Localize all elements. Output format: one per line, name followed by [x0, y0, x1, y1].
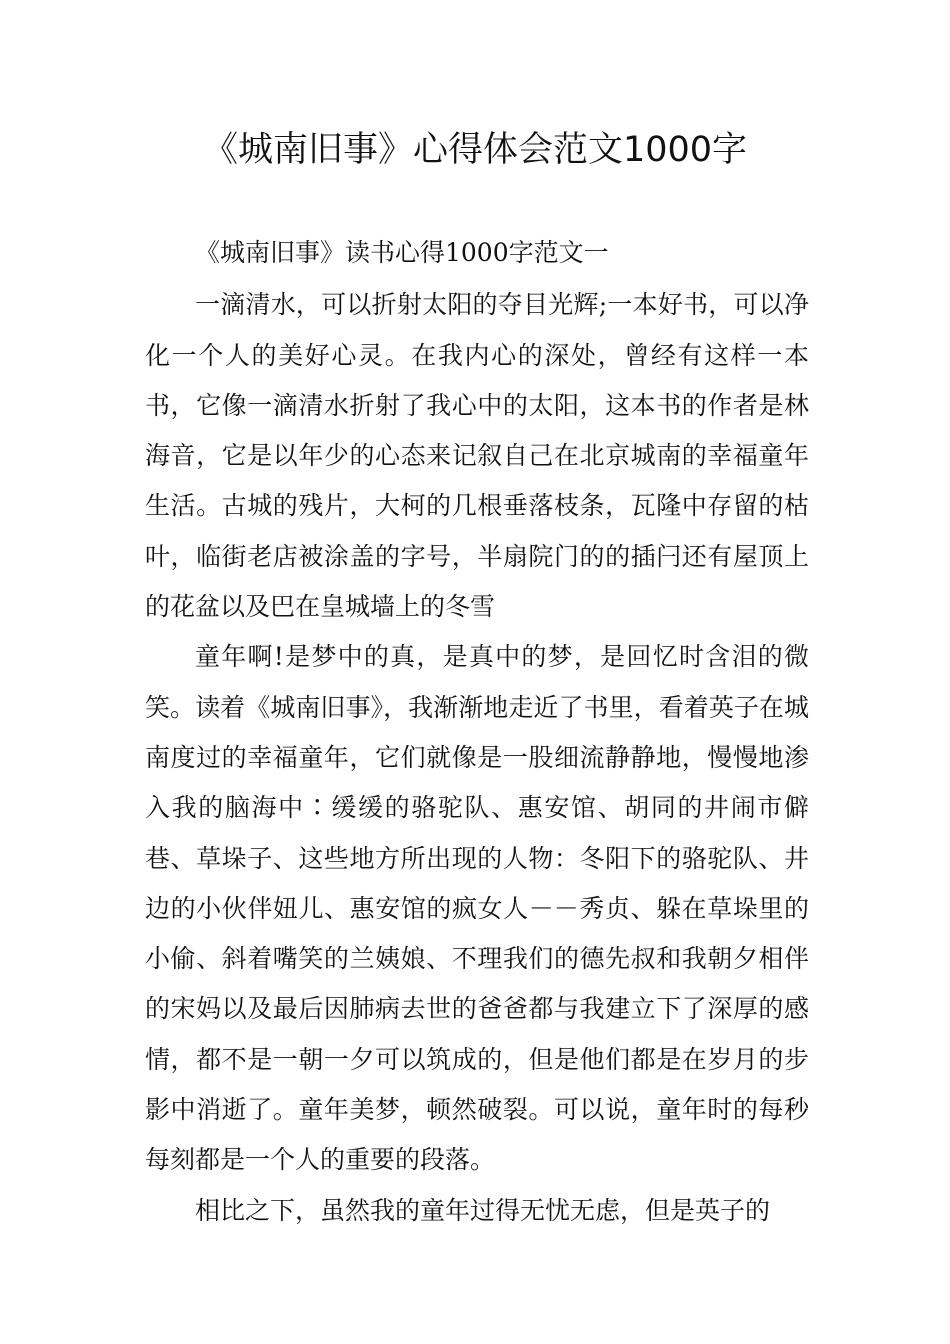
paragraph-1: 一滴清水，可以折射太阳的夺目光辉;一本好书，可以净化一个人的美好心灵。在我内心的深处，曾经有这样一本书，它像一滴清水折射了我心中的太阳，这本书的作者是林海音，它是以年少的心态来记叙自己在北京城南的幸福童年生活。古城的残片，大柯的几根垂落枝条，瓦隆中存留的枯叶，临街老店被涂盖的字号，半扇院门的的插闩还有屋顶上的花盆以及巴在皇城墙上的冬雪 — [145, 290, 809, 622]
document-title: 《城南旧事》心得体会范文1000字 — [202, 130, 748, 170]
document-body — [145, 228, 809, 1236]
section-subheading: 《城南旧事》读书心得1000字范文一 — [195, 238, 609, 267]
paragraph-3: 相比之下，虽然我的童年过得无忧无虑，但是英子的 — [195, 1195, 771, 1225]
paragraph-2: 童年啊!是梦中的真，是真中的梦，是回忆时含泪的微笑。读着《城南旧事》，我渐渐地走近了书里，看着英子在城南度过的幸福童年，它们就像是一股细流静静地，慢慢地渗入我的脑海中∶缓缓的骆驼队、惠安馆、胡同的井闹市僻巷、草垛子、这些地方所出现的人物：冬阳下的骆驼队、井边的小伙伴妞儿、惠安馆的疯女人－－秀贞、躲在草垛里的小偷、斜着嘴笑的兰姨娘、不理我们的德先叔和我朝夕相伴的宋妈以及最后因肺病去世的爸爸都与我建立下了深厚的感情，都不是一朝一夕可以筑成的，但是他们都是在岁月的步影中消逝了。童年美梦，顿然破裂。可以说，童年时的每秒每刻都是一个人的重要的段落。 — [145, 642, 809, 1175]
